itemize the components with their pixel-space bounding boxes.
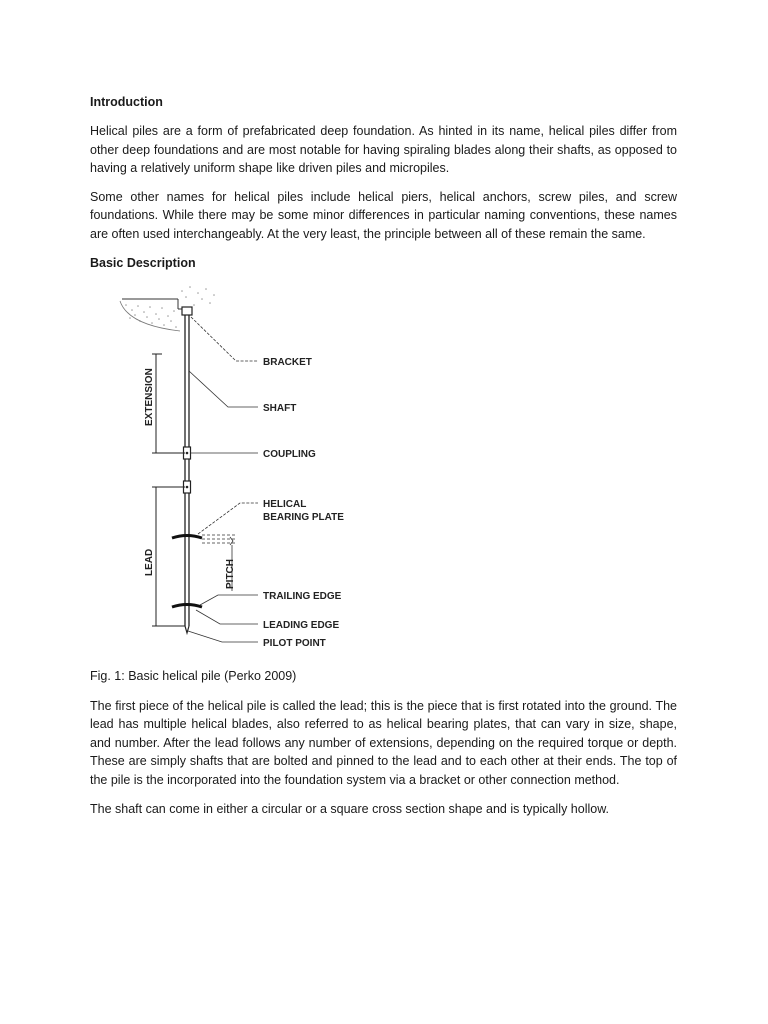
label-bearing-plate: BEARING PLATE bbox=[263, 511, 344, 523]
intro-paragraph-1: Helical piles are a form of prefabricated deep foundation. As hinted in its name, helical piles differ from other deep foundations and are most notable for having spiraling blades along their shafts, as opposed to having a relatively uniform shape like driven piles and micropiles. bbox=[90, 124, 677, 176]
body-paragraph-1: The first piece of the helical pile is called the lead; this is the piece that is first rotated into the ground. The lead has multiple helical blades, also referred to as helical bearing plates, that can vary in size, shape, and number. After the lead follows any number of extensions, depending on the required torque or depth. These are simply shafts that are bolted and pinned to the lead and to each other at their ends. The top of the pile is the incorporated into the foundation system via a bracket or other connection method. bbox=[90, 698, 677, 787]
helical-pile-figure bbox=[90, 281, 677, 661]
helical-plate-lower bbox=[172, 604, 202, 607]
pilot-point-leader bbox=[188, 631, 258, 642]
label-bracket: BRACKET bbox=[263, 356, 312, 368]
soil-edge bbox=[120, 301, 180, 331]
label-leading-edge: LEADING EDGE bbox=[263, 619, 340, 631]
intro-paragraph-2: Some other names for helical piles include helical piers, helical anchors, screw piles, and screw foundations. While there may be some minor differences in particular naming conventions, these names are often used interchangeably. At the very least, the principle between all of these remain the same. bbox=[90, 189, 677, 241]
leading-edge-leader bbox=[196, 610, 258, 624]
label-pilot-point: PILOT POINT bbox=[263, 637, 326, 649]
helical-leader bbox=[198, 503, 258, 534]
helical-pile-diagram bbox=[90, 281, 390, 661]
basic-description-heading: Basic Description bbox=[90, 255, 196, 270]
label-coupling: COUPLING bbox=[263, 448, 316, 460]
label-extension: EXTENSION bbox=[144, 367, 155, 426]
bracket-leader bbox=[191, 317, 258, 361]
helical-plate-upper bbox=[172, 535, 202, 538]
label-helical: HELICAL bbox=[263, 498, 307, 510]
trailing-edge-leader bbox=[200, 595, 258, 605]
soil-stipple bbox=[125, 286, 215, 328]
shaft-leader bbox=[189, 371, 258, 407]
bracket-plate bbox=[182, 307, 192, 315]
pilot-point-tip bbox=[185, 626, 189, 633]
label-pitch: PITCH bbox=[225, 558, 236, 589]
label-lead: LEAD bbox=[144, 548, 155, 576]
document-body bbox=[90, 93, 677, 828]
label-trailing-edge: TRAILING EDGE bbox=[263, 590, 342, 602]
figure-caption: Fig. 1: Basic helical pile (Perko 2009) bbox=[90, 668, 297, 683]
introduction-heading: Introduction bbox=[90, 95, 163, 109]
body-paragraph-2: The shaft can come in either a circular or a square cross section shape and is typically hollow. bbox=[90, 801, 610, 816]
label-shaft: SHAFT bbox=[263, 402, 297, 414]
